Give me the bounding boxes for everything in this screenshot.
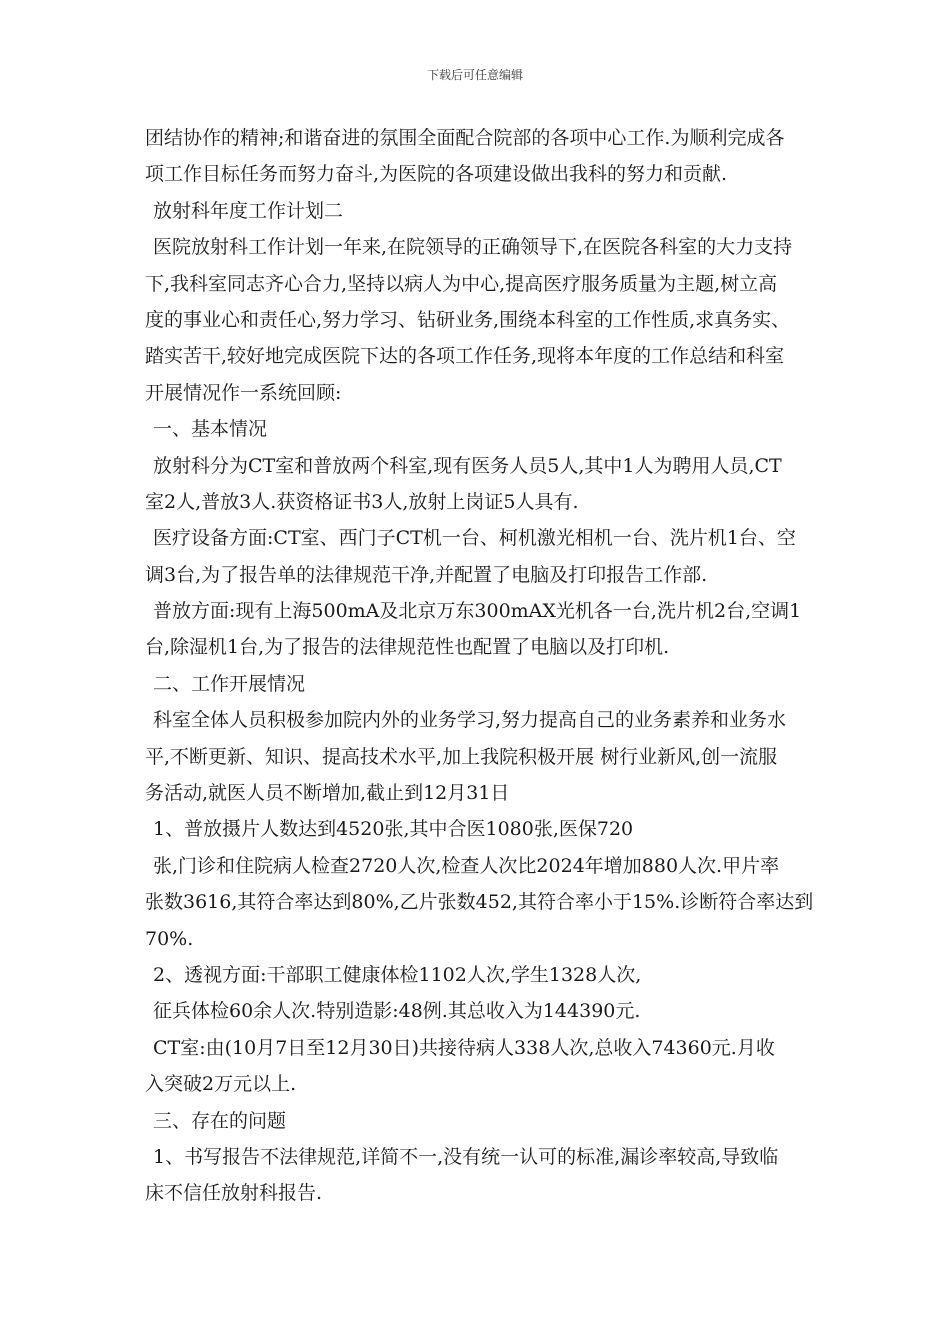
text-line: 医疗设备方面:CT室、西门子CT机一台、柯机激光相机一台、洗片机1台、空 xyxy=(153,527,796,550)
text-line: CT室:由(10月7日至12月30日)共接待病人338人次,总收入74360元.月收 xyxy=(153,1036,775,1059)
document-body xyxy=(145,120,817,1212)
text-line: 二、工作开展情况 xyxy=(153,672,306,695)
text-line: 项工作目标任务而努力奋斗,为医院的各项建设做出我科的努力和贡献. xyxy=(145,163,728,186)
text-line: 入突破2万元以上. xyxy=(145,1073,297,1096)
text-line: 2、透视方面:干部职工健康体检1102人次,学生1328人次, xyxy=(153,963,642,986)
text-line: 张,门诊和住院病人检查2720人次,检查人次比2024年增加880人次.甲片率 xyxy=(153,854,780,877)
text-line: 度的事业心和责任心,努力学习、钻研业务,围绕本科室的工作性质,求真务实、 xyxy=(145,308,791,331)
text-line: 下,我科室同志齐心合力,坚持以病人为中心,提高医疗服务质量为主题,树立高 xyxy=(145,272,778,295)
text-line: 征兵体检60余人次.特别造影:48例.其总收入为144390元. xyxy=(153,1000,641,1023)
text-line: 放射科年度工作计划二 xyxy=(153,199,344,222)
page-header-note: 下载后可任意编辑 xyxy=(426,68,523,82)
text-line: 1、书写报告不法律规范,详简不一,没有统一认可的标准,漏诊率较高,导致临 xyxy=(153,1145,779,1168)
text-line: 平,不断更新、知识、提高技术水平,加上我院积极开展 树行业新风,创一流服 xyxy=(145,745,778,768)
text-line: 科室全体人员积极参加院内外的业务学习,努力提高自己的业务素养和业务水 xyxy=(153,709,787,732)
text-line: 医院放射科工作计划一年来,在院领导的正确领导下,在医院各科室的大力支持 xyxy=(153,236,793,259)
text-line: 务活动,就医人员不断增加,截止到12月31日 xyxy=(145,782,510,805)
text-line: 台,除湿机1台,为了报告的法律规范性也配置了电脑以及打印机. xyxy=(145,636,670,659)
text-line: 70%. xyxy=(145,927,194,950)
text-line: 1、普放摄片人数达到4520张,其中合医1080张,医保720 xyxy=(153,818,634,841)
text-line: 三、存在的问题 xyxy=(153,1109,287,1132)
text-line: 普放方面:现有上海500mA及北京万东300mAX光机各一台,洗片机2台,空调1 xyxy=(153,600,802,623)
text-line: 一、基本情况 xyxy=(153,418,268,441)
text-line: 放射科分为CT室和普放两个科室,现有医务人员5人,其中1人为聘用人员,CT xyxy=(153,454,782,477)
text-line: 调3台,为了报告单的法律规范干净,并配置了电脑及打印报告工作部. xyxy=(145,563,708,586)
text-line: 团结协作的精神;和谐奋进的氛围全面配合院部的各项中心工作.为顺利完成各 xyxy=(145,127,785,149)
text-line: 开展情况作一系统回顾: xyxy=(145,381,342,404)
text-line: 张数3616,其符合率达到80%,乙片张数452,其符合率小于15%.诊断符合率达到 xyxy=(145,891,814,914)
text-line: 室2人,普放3人.获资格证书3人,放射上岗证5人具有. xyxy=(145,490,579,513)
text-line: 踏实苦干,较好地完成医院下达的各项工作任务,现将本年度的工作总结和科室 xyxy=(145,345,785,368)
text-line: 床不信任放射科报告. xyxy=(145,1182,323,1205)
